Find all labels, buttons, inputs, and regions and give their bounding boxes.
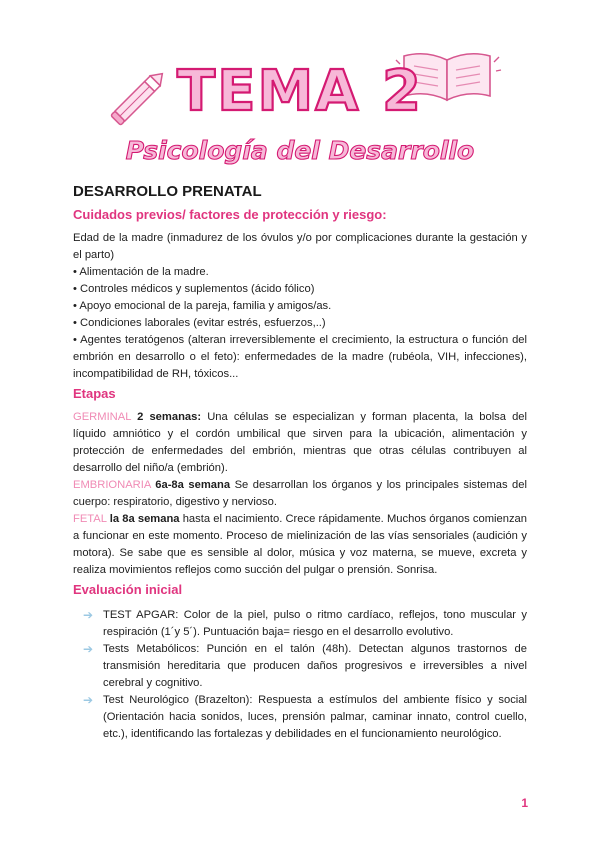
etapa-paragraph <box>73 511 527 579</box>
etapa-duration: la 8a semana <box>109 513 180 525</box>
page-subtitle: Psicología del Desarrollo <box>125 136 475 165</box>
etapa-text: Se desarrollan los órganos y los principales sistemas del cuerpo: respiratorio, digestivo y nervioso. <box>73 479 527 508</box>
page-number: 1 <box>521 796 528 810</box>
arrow-right-icon: ➔ <box>83 642 94 656</box>
evaluacion-text: Test Neurológico (Brazelton): Respuesta a estímulos del ambiente físico y social (Orientación hacia sonidos, luces, prensión palmar, caminar innato, control cuello, etc.), identificando las fortalezas y debilidades en el funcionamiento neurológico. <box>103 694 527 740</box>
etapa-duration: 2 semanas: <box>137 411 202 423</box>
arrow-right-icon: ➔ <box>83 693 94 707</box>
evaluacion-list <box>73 607 527 743</box>
cuidados-line: Edad de la madre (inmadurez de los óvulos y/o por complicaciones durante la gestación y el parto) <box>73 232 527 261</box>
etapa-paragraph <box>73 409 527 477</box>
etapa-text: Una células se especializan y forman placenta, la bolsa del líquido amniótico y el cordón umbilical que sirven para la ubicación, alimentación y protección de enfermedades del embrión, mientras que otras células contribuyen al desarrollo del niño/a (embrión). <box>73 411 528 474</box>
cuidados-line: • Condiciones laborales (evitar estrés, esfuerzos,..) <box>73 317 326 329</box>
cuidados-list <box>73 230 527 383</box>
etapa-paragraph <box>73 477 527 511</box>
etapa-name: EMBRIONARIA <box>73 479 151 491</box>
etapa-name: FETAL <box>73 513 107 525</box>
evaluacion-text: TEST APGAR: Color de la piel, pulso o ritmo cardíaco, reflejos, tono muscular y respiración (1´y 5´). Puntuación baja= riesgo en el desarrollo evolutivo. <box>103 609 527 638</box>
cuidados-line: • Alimentación de la madre. <box>73 266 209 278</box>
arrow-right-icon: ➔ <box>83 608 94 622</box>
etapa-duration: 6a-8a semana <box>155 479 231 491</box>
etapas-list <box>73 409 527 579</box>
list-item <box>83 607 527 641</box>
list-item <box>83 641 527 692</box>
etapa-text: hasta el nacimiento. Crece rápidamente. Muchos órganos comienzan a funcionar en este momento. Proceso de mielinización de las vías sensoriales (audición y motora). Se sabe que es sensible al dolor, música y voz materna, se mueve, excreta y realiza movimientos reflejos como succión del pulgar o prensión. Sonrisa. <box>73 513 527 576</box>
cuidados-line: • Agentes teratógenos (alteran irreversiblemente el crecimiento, la estructura o función del embrión en desarrollo o el feto): enfermedades de la madre (rubéola, VIH, infecciones), incompatibilidad de RH, tóxicos... <box>73 334 527 380</box>
etapa-name: GERMINAL <box>73 411 132 423</box>
list-item <box>83 692 527 743</box>
document-body <box>73 182 527 743</box>
etapas-heading: Etapas <box>73 386 116 401</box>
cuidados-line: • Controles médicos y suplementos (ácido fólico) <box>73 283 315 295</box>
cuidados-line: • Apoyo emocional de la pareja, familia y amigos/as. <box>73 300 332 312</box>
cuidados-heading: Cuidados previos/ factores de protección y riesgo: <box>73 207 387 222</box>
section-title: DESARROLLO PRENATAL <box>73 183 262 200</box>
evaluacion-text: Tests Metabólicos: Punción en el talón (48h). Detectan algunos trastornos de transmisión hereditaria que producen daños progresivos e irreversibles a nivel cerebral y cognitivo. <box>103 643 527 689</box>
page-title: TEMA 2 <box>177 59 423 124</box>
evaluacion-heading: Evaluación inicial <box>73 582 183 597</box>
